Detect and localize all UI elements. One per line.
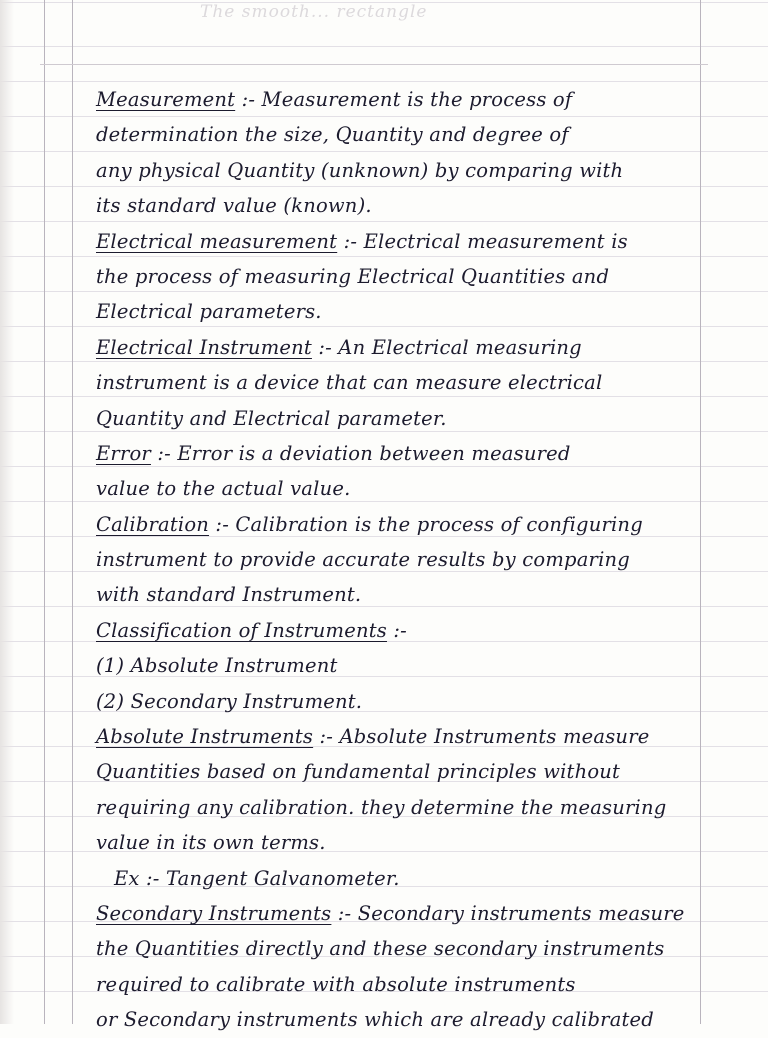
line-text: value to the actual value. [96, 477, 351, 501]
line-text: value in its own terms. [96, 831, 326, 855]
note-line-26 [96, 967, 710, 1002]
note-line-19 [96, 719, 710, 754]
heading-absolute-instruments: Absolute Instruments [96, 725, 314, 749]
note-line-9 [96, 365, 710, 400]
page-spine-shadow [0, 0, 14, 1024]
note-line-1 [96, 82, 710, 117]
note-line-18 [96, 684, 710, 719]
heading-secondary-instruments: Secondary Instruments [96, 901, 332, 925]
note-line-13 [96, 507, 710, 542]
note-line-25 [96, 931, 710, 966]
heading-separator: :- [337, 229, 364, 253]
line-text: Electrical parameters. [96, 300, 322, 324]
note-line-24 [96, 896, 710, 931]
notes-body [96, 82, 710, 1038]
heading-electrical-measurement: Electrical measurement [96, 229, 338, 253]
heading-calibration: Calibration [96, 512, 210, 536]
list-item-secondary: (2) Secondary Instrument. [96, 689, 363, 713]
heading-separator: :- [331, 901, 358, 925]
line-text: Error is a deviation between measured [177, 441, 571, 465]
heading-separator: :- [209, 512, 236, 536]
line-text: Quantity and Electrical parameter. [96, 406, 447, 430]
heading-measurement: Measurement [96, 88, 236, 111]
line-text: determination the size, Quantity and degree of [96, 123, 569, 147]
note-line-20 [96, 754, 710, 789]
note-line-12 [96, 471, 710, 506]
note-line-21 [96, 790, 710, 825]
heading-separator: :- [235, 88, 262, 111]
heading-electrical-instrument: Electrical Instrument [96, 335, 312, 359]
heading-separator: :- [313, 725, 340, 749]
top-rule [40, 64, 708, 65]
line-text: An Electrical measuring [338, 335, 582, 359]
line-text: Absolute Instruments measure [339, 725, 650, 749]
note-line-22 [96, 825, 710, 860]
note-line-4 [96, 188, 710, 223]
line-text: Secondary instruments measure [357, 901, 685, 925]
note-line-27 [96, 1002, 710, 1037]
note-line-5 [96, 224, 710, 259]
heading-separator: :- [150, 441, 178, 465]
note-line-8 [96, 330, 710, 365]
note-line-3 [96, 153, 710, 188]
note-line-23 [96, 861, 710, 896]
line-text: with standard Instrument. [96, 583, 362, 607]
note-line-15 [96, 577, 710, 612]
heading-error: Error [96, 441, 151, 465]
list-item-absolute: (1) Absolute Instrument [96, 654, 338, 678]
note-line-7 [96, 294, 710, 329]
left-margin-line-inner [72, 0, 73, 1024]
note-line-10 [96, 401, 710, 436]
bleed-through-text: The smooth... rectangle [200, 2, 428, 22]
note-line-14 [96, 542, 710, 577]
heading-separator: :- [386, 618, 414, 642]
line-text: Calibration is the process of configuring [235, 512, 643, 536]
line-text: requiring any calibration. they determine the measuring [96, 795, 667, 819]
line-text: required to calibrate with absolute instruments [96, 972, 576, 996]
heading-classification: Classification of Instruments [96, 618, 387, 642]
line-text: Quantities based on fundamental principles without [96, 760, 621, 784]
line-text: Measurement is the process of [261, 88, 573, 111]
left-margin-line [44, 0, 45, 1024]
line-text: or Secondary instruments which are already calibrated [96, 1008, 654, 1032]
note-line-11 [96, 436, 710, 471]
line-text: the process of measuring Electrical Quantities and [96, 264, 610, 288]
heading-separator: :- [311, 335, 339, 359]
note-line-17 [96, 648, 710, 683]
line-text: the Quantities directly and these secondary instruments [96, 937, 665, 961]
note-line-16 [96, 613, 710, 648]
line-text: instrument to provide accurate results by comparing [96, 548, 630, 572]
line-text: Electrical measurement is [363, 229, 628, 253]
line-text: instrument is a device that can measure electrical [96, 371, 603, 395]
note-line-2 [96, 117, 710, 152]
line-text: its standard value (known). [96, 194, 372, 218]
note-line-6 [96, 259, 710, 294]
example-text: Ex :- Tangent Galvanometer. [114, 866, 400, 890]
line-text: any physical Quantity (unknown) by comparing with [96, 158, 624, 182]
